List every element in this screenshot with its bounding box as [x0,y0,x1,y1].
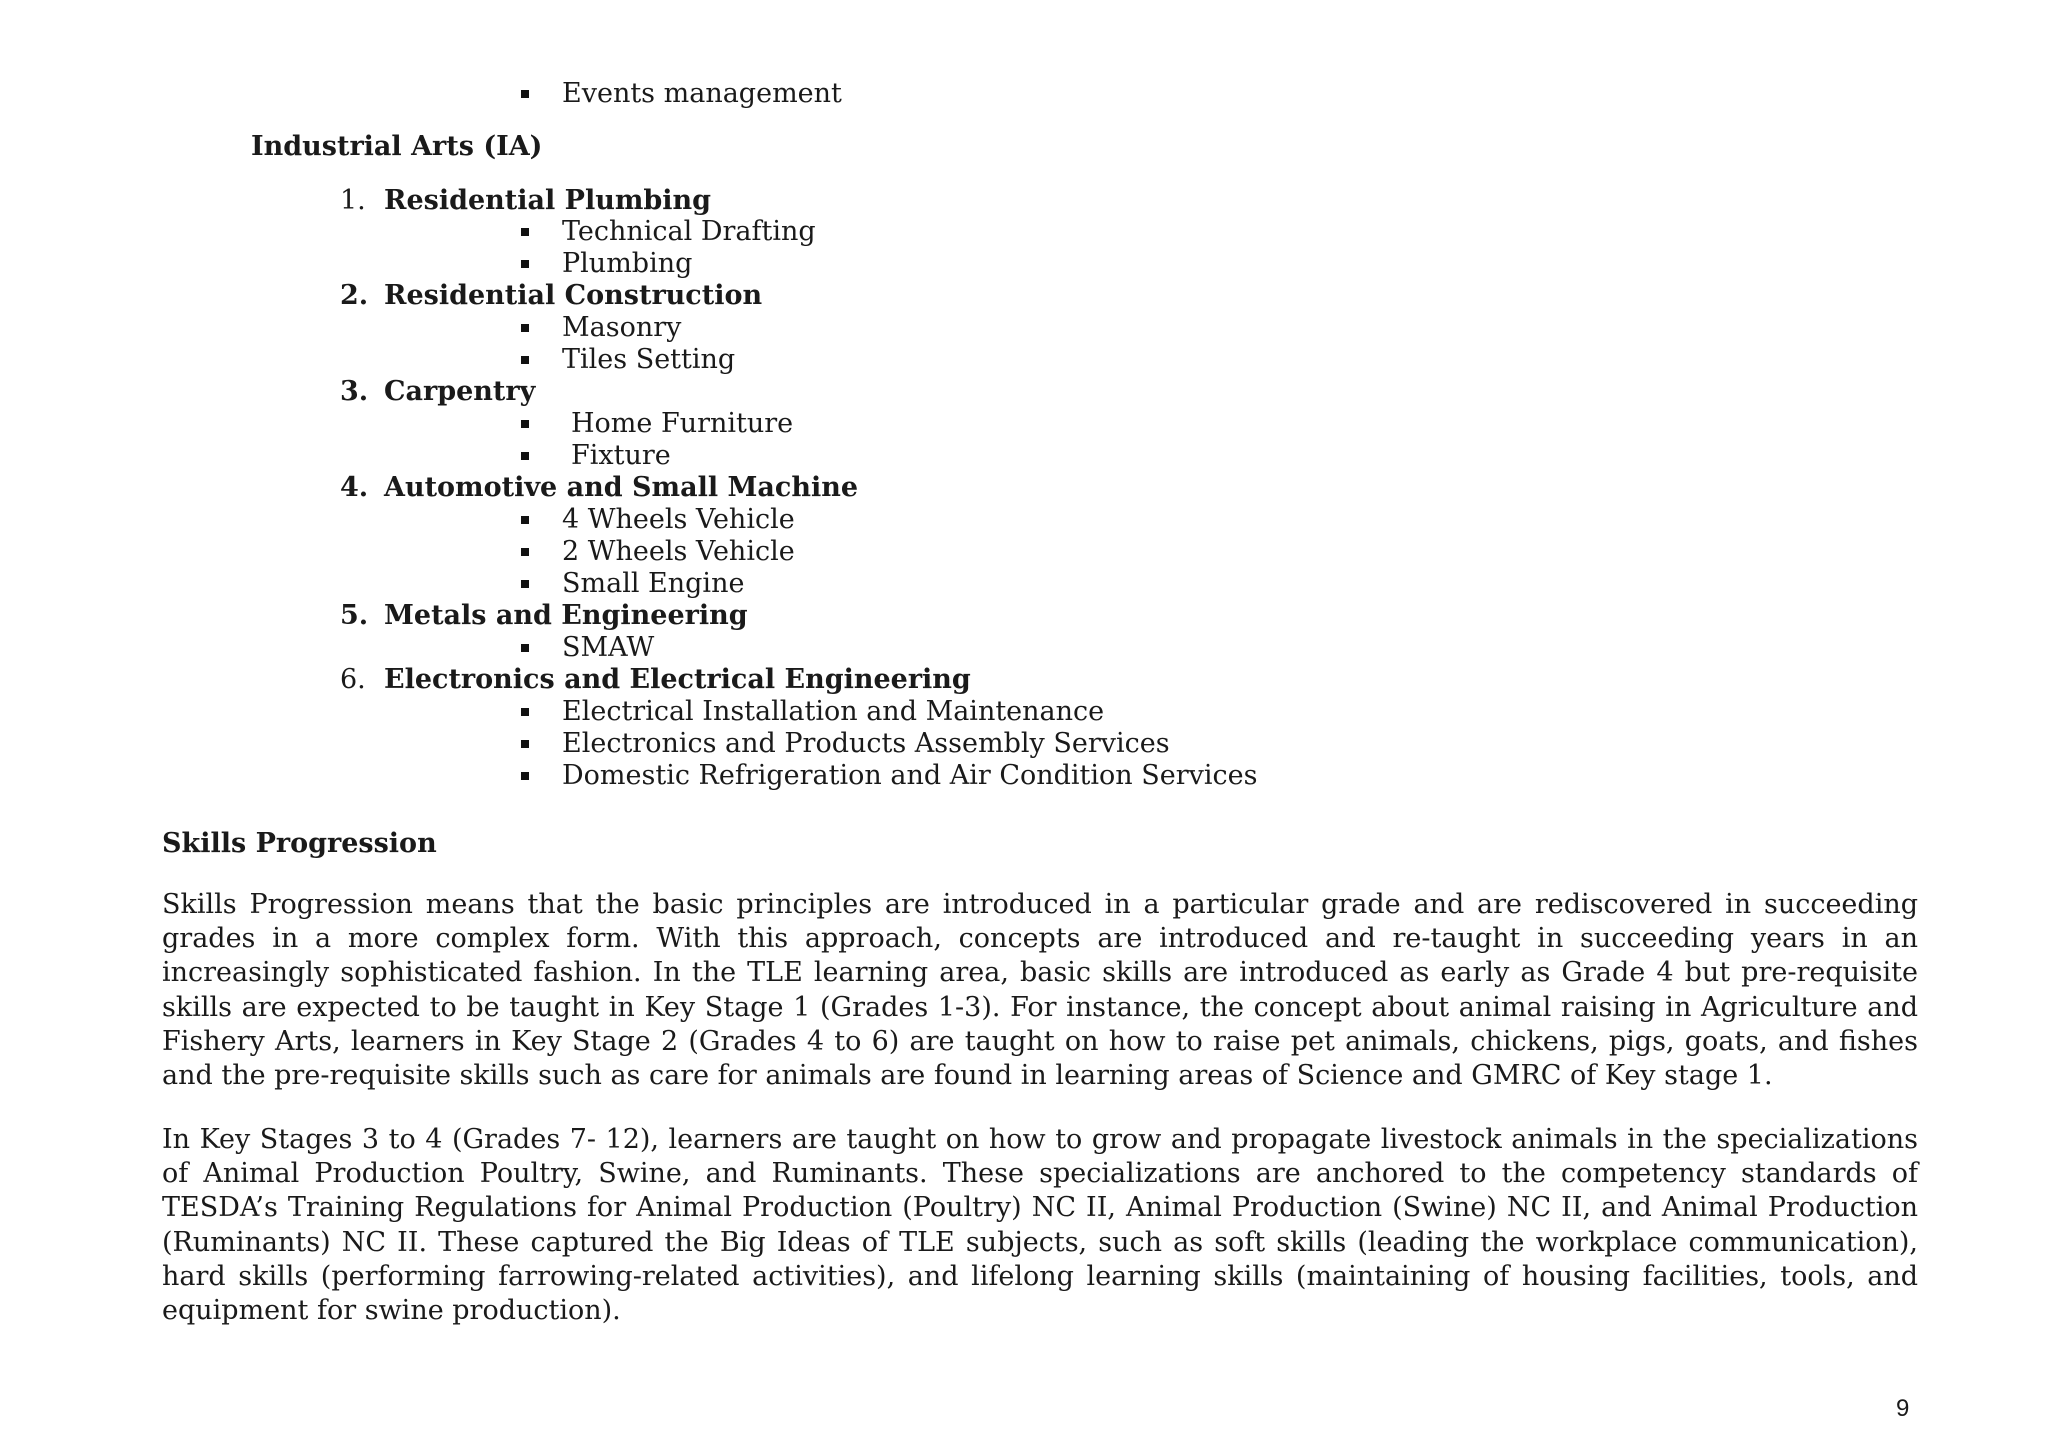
bullet-marker [521,260,529,268]
bullet-marker [521,772,529,780]
bullet-marker [521,644,529,652]
section-heading: Industrial Arts (IA) [251,131,543,162]
bullet-marker [521,324,529,332]
item-title: Metals and Engineering [384,600,748,631]
item-title: Electronics and Electrical Engineering [384,664,971,695]
sub-item: Masonry [562,312,682,343]
item-title: Carpentry [384,376,536,407]
item-number: 4. [340,472,369,503]
bullet-marker [521,420,529,428]
paragraph: In Key Stages 3 to 4 (Grades 7- 12), learners are taught on how to grow and propagate livestock animals in the specializations of Animal Production Poultry, Swine, and Ruminants. These specializations are anchored to the competency standards of TESDA’s Training Regulations for Animal Production (Poultry) NC II, Animal Production (Swine) NC II, and Animal Production (Ruminants) NC II. These captured the Big Ideas of TLE subjects, such as soft skills (leading the workplace communication), hard skills (performing farrowing-related activities), and lifelong learning skills (maintaining of housing facilities, tools, and equipment for swine production). [162,1124,1918,1327]
sub-item: Tiles Setting [562,344,736,375]
sub-item: Home Furniture [571,408,794,439]
item-number: 5. [340,600,369,631]
bullet-marker [521,452,529,460]
bullet-marker [521,356,529,364]
top-bullet-text: Events management [562,78,842,109]
bullet-marker [521,580,529,588]
paragraph: Skills Progression means that the basic principles are introduced in a particular grade and are rediscovered in succeeding grades in a more complex form. With this approach, concepts are introduced and re-taught in succeeding years in an increasingly sophisticated fashion. In the TLE learning area, basic skills are introduced as early as Grade 4 but pre-requisite skills are expected to be taught in Key Stage 1 (Grades 1-3). For instance, the concept about animal raising in Agriculture and Fishery Arts, learners in Key Stage 2 (Grades 4 to 6) are taught on how to raise pet animals, chickens, pigs, goats, and fishes and the pre-requisite skills such as care for animals are found in learning areas of Science and GMRC of Key stage 1. [162,889,1918,1092]
sub-item: Domestic Refrigeration and Air Condition Services [562,760,1258,791]
item-title: Automotive and Small Machine [384,472,859,503]
bullet-marker [521,548,529,556]
bullet-marker [521,228,529,236]
sub-item: Fixture [571,440,671,471]
sub-item: 4 Wheels Vehicle [562,504,795,535]
sub-item: Electrical Installation and Maintenance [562,696,1105,727]
bullet-marker [521,90,529,98]
skills-heading: Skills Progression [162,828,437,859]
sub-item: Technical Drafting [562,216,816,247]
item-number: 2. [340,280,369,311]
bullet-marker [521,516,529,524]
item-number: 1. [340,185,366,216]
bullet-marker [521,708,529,716]
page-number: 9 [1896,1395,1910,1422]
sub-item: SMAW [562,632,655,663]
bullet-marker [521,740,529,748]
sub-item: Small Engine [562,568,745,599]
item-title: Residential Plumbing [384,185,712,216]
sub-item: Plumbing [562,248,693,279]
item-number: 6. [340,664,366,695]
sub-item: Electronics and Products Assembly Services [562,728,1170,759]
item-number: 3. [340,376,369,407]
item-title: Residential Construction [384,280,763,311]
sub-item: 2 Wheels Vehicle [562,536,795,567]
